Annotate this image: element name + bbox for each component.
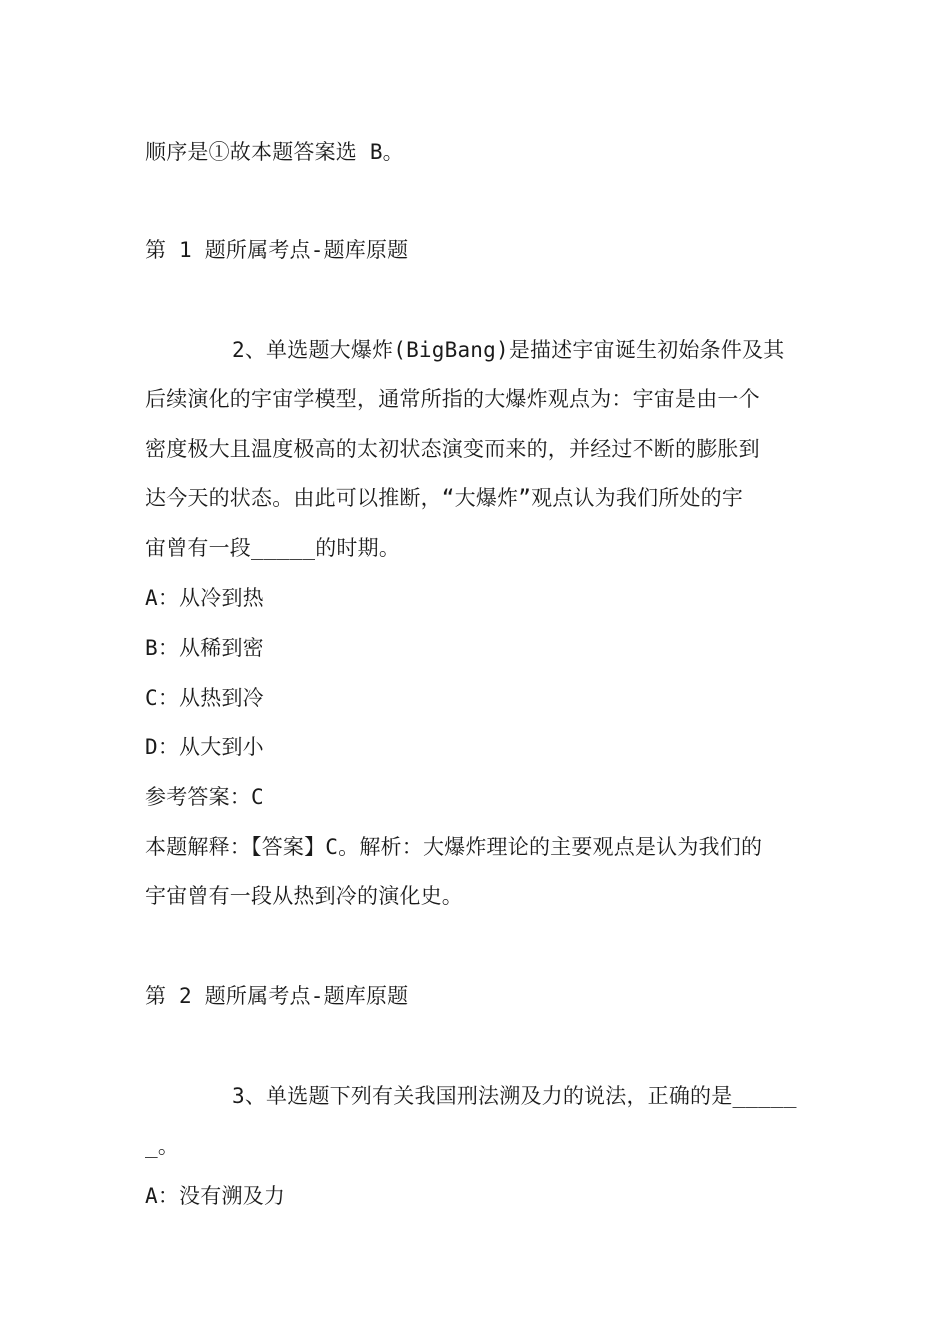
question-3-stem-line-1: 3、单选题下列有关我国刑法溯及力的说法，正确的是_____ — [232, 1084, 797, 1108]
question-2-explanation-line-1: 本题解释：【答案】C。解析：大爆炸理论的主要观点是认为我们的 — [145, 835, 763, 859]
question-2-stem-line-4: 达今天的状态。由此可以推断，“大爆炸”观点认为我们所处的宇 — [145, 486, 744, 510]
question-2-option-c: C：从热到冷 — [145, 686, 264, 710]
question-1-category: 第 1 题所属考点-题库原题 — [145, 238, 409, 262]
question-2-option-a: A：从冷到热 — [145, 586, 264, 610]
question-2-explanation-line-2: 宇宙曾有一段从热到冷的演化史。 — [145, 884, 463, 908]
question-2-stem-line-2: 后续演化的宇宙学模型，通常所指的大爆炸观点为：宇宙是由一个 — [145, 387, 760, 411]
previous-answer-tail: 顺序是①故本题答案选 B。 — [145, 140, 404, 164]
question-2-stem-line-5: 宙曾有一段_____的时期。 — [145, 536, 401, 560]
question-2-option-d: D：从大到小 — [145, 735, 264, 759]
question-3-stem-line-2: _。 — [145, 1134, 180, 1158]
question-2-stem-line-1: 2、单选题大爆炸(BigBang)是描述宇宙诞生初始条件及其 — [232, 338, 785, 362]
question-2-category: 第 2 题所属考点-题库原题 — [145, 984, 409, 1008]
question-2-stem-line-3: 密度极大且温度极高的太初状态演变而来的，并经过不断的膨胀到 — [145, 437, 760, 461]
question-2-option-b: B：从稀到密 — [145, 636, 264, 660]
question-3-option-a: A：没有溯及力 — [145, 1184, 286, 1208]
question-2-reference-answer: 参考答案：C — [145, 785, 264, 809]
